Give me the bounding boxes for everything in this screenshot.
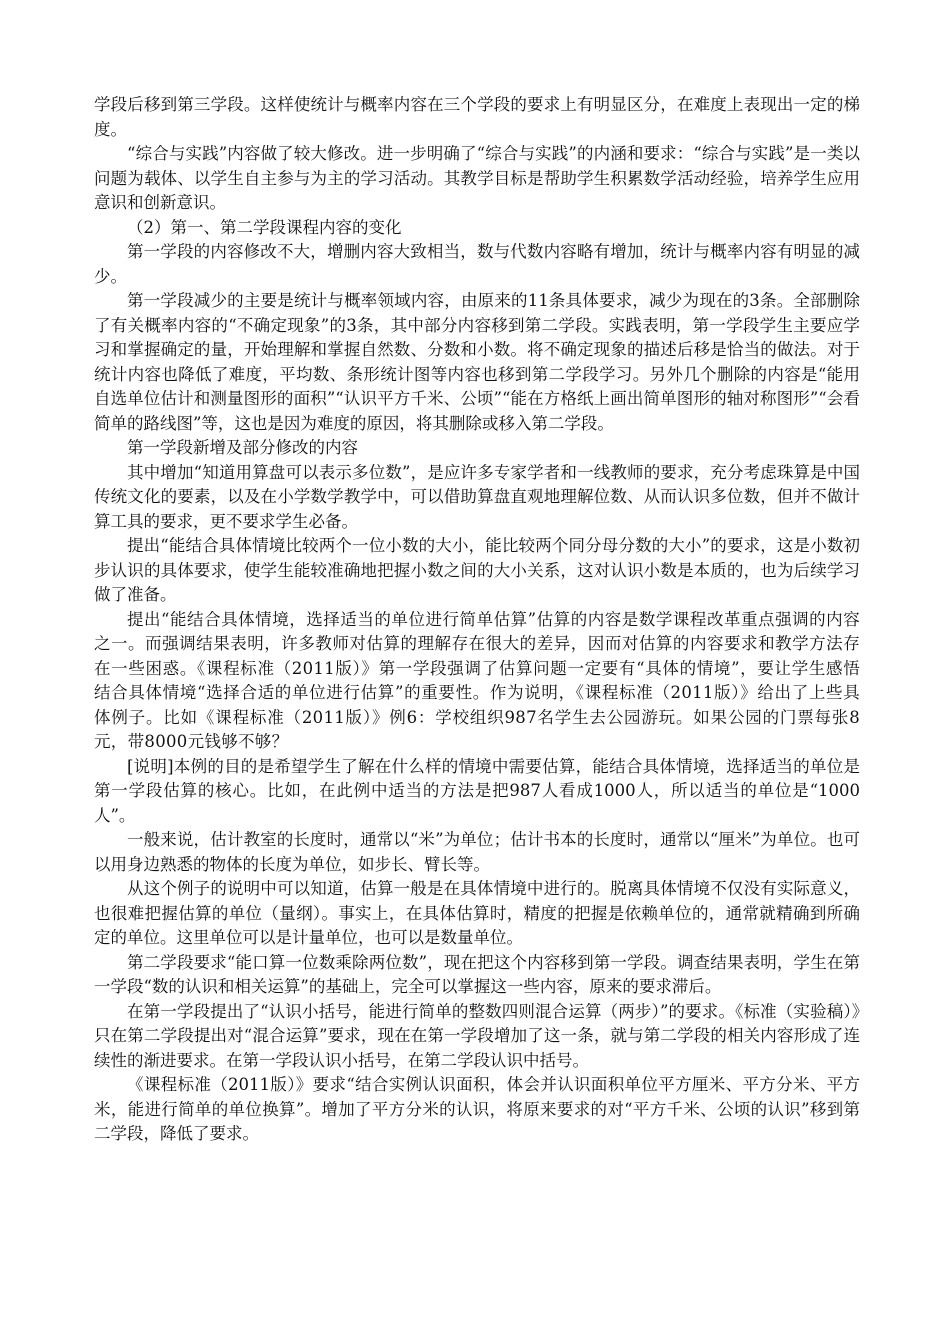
paragraph-13: 《课程标准（2011版）》要求“结合实例认识面积，体会并认识面积单位平方厘米、平方分米、平方米，能进行简单的单位换算”。增加了平方分米的认识，将原来要求的对“平方千米、公顷的认识”移到第二学段，降低了要求。 (94, 1075, 860, 1143)
paragraph-9: 一般来说，估计教室的长度时，通常以“米”为单位；估计书本的长度时，通常以“厘米”为单位。也可以用身边熟悉的物体的长度为单位，如步长、臂长等。 (94, 830, 860, 874)
paragraph-8: [说明]本例的目的是希望学生了解在什么样的情境中需要估算，能结合具体情境，选择适当的单位是第一学段估算的核心。比如，在此例中适当的方法是把987人看成1000人，所以适当的单位是“1000人”。 (94, 756, 860, 825)
subsection-heading: 第一学段新增及部分修改的内容 (127, 438, 358, 457)
paragraph-4: 第一学段减少的主要是统计与概率领域内容，由原来的11条具体要求，减少为现在的3条。全部删除了有关概率内容的“不确定现象”的3条，其中部分内容移到第二学段。实践表明，第一学段学生主要应学习和掌握确定的量，开始理解和掌握自然数、分数和小数。将不确定现象的描述后移是恰当的做法。对于统计内容也降低了难度，平均数、条形统计图等内容也移到第二学段学习。另外几个删除的内容是“能用自选单位估计和测量图形的面积”“认识平方千米、公顷”“能在方格纸上画出简单图形的轴对称图形”“会看简单的路线图”等，这也是因为难度的原因，将其删除或移入第二学段。 (94, 291, 860, 433)
paragraph-1: 学段后移到第三学段。这样使统计与概率内容在三个学段的要求上有明显区分，在难度上表现出一定的梯度。 (94, 95, 860, 139)
paragraph-5: 其中增加“知道用算盘可以表示多位数”，是应许多专家学者和一线教师的要求，充分考虑珠算是中国传统文化的要素，以及在小学数学教学中，可以借助算盘直观地理解位数、从而认识多位数，但并不做计算工具的要求，更不要求学生必备。 (94, 462, 860, 531)
paragraph-7: 提出“能结合具体情境，选择适当的单位进行简单估算”估算的内容是数学课程改革重点强调的内容之一。而强调结果表明，许多教师对估算的理解存在很大的差异，因而对估算的内容要求和教学方法存在一些困惑。《课程标准（2011版）》第一学段强调了估算问题一定要有“具体的情境”，要让学生感悟结合具体情境“选择合适的单位进行估算”的重要性。作为说明，《课程标准（2011版）》给出了上些具体例子。比如《课程标准（2011版）》例6：学校组织987名学生去公园游玩。如果公园的门票每张8元，带8000元钱够不够？ (94, 609, 860, 751)
section-heading: （2）第一、第二学段课程内容的变化 (127, 217, 402, 237)
paragraph-3: 第一学段的内容修改不大，增删内容大致相当，数与代数内容略有增加，统计与概率内容有明显的减少。 (94, 242, 860, 286)
paragraph-10: 从这个例子的说明中可以知道，估算一般是在具体情境中进行的。脱离具体情境不仅没有实际意义，也很难把握估算的单位（量纲）。事实上，在具体估算时，精度的把握是依赖单位的，通常就精确到所确定的单位。这里单位可以是计量单位，也可以是数量单位。 (94, 879, 860, 947)
paragraph-11: 第二学段要求“能口算一位数乘除两位数”，现在把这个内容移到第一学段。调查结果表明，学生在第一学段“数的认识和相关运算”的基础上，完全可以掌握这一些内容，原来的要求滞后。 (94, 952, 860, 996)
document-page (94, 93, 860, 1147)
paragraph-6: 提出“能结合具体情境比较两个一位小数的大小，能比较两个同分母分数的大小”的要求，这是小数初步认识的具体要求，使学生能较准确地把握小数之间的大小关系，这对认识小数是本质的，也为后续学习做了准备。 (94, 536, 860, 604)
paragraph-2: “综合与实践”内容做了较大修改。进一步明确了“综合与实践”的内涵和要求：“综合与实践”是一类以问题为载体、以学生自主参与为主的学习活动。其教学目标是帮助学生积累数学活动经验，培养学生应用意识和创新意识。 (94, 144, 860, 212)
paragraph-12: 在第一学段提出了“认识小括号，能进行简单的整数四则混合运算（两步）”的要求。《标准（实验稿）》只在第二学段提出对“混合运算”要求，现在在第一学段增加了这一条，就与第二学段的相关内容形成了连续性的渐进要求。在第一学段认识小括号，在第二学段认识中括号。 (94, 1001, 860, 1070)
